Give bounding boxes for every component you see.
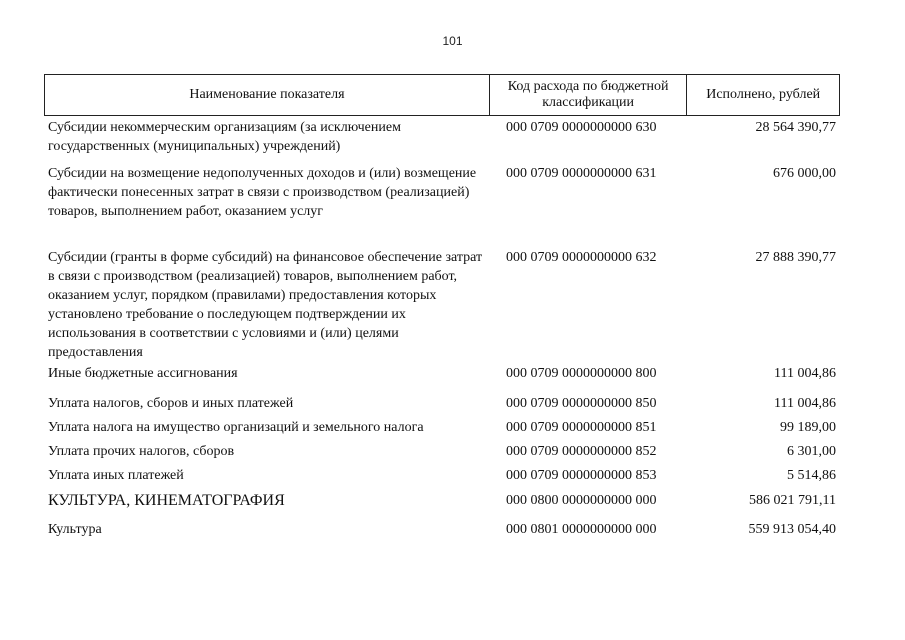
- row-name: Иные бюджетные ассигнования: [48, 366, 238, 381]
- row-name: Культура: [48, 522, 102, 537]
- row-amount: 676 000,00: [773, 166, 836, 181]
- page-number: 101: [442, 34, 463, 48]
- row-name: Уплата иных платежей: [48, 468, 184, 483]
- row-code: 000 0709 0000000000 630: [506, 120, 657, 135]
- row-name: Уплата прочих налогов, сборов: [48, 444, 235, 459]
- row-code: 000 0709 0000000000 632: [506, 250, 657, 265]
- row-amount: 111 004,86: [774, 396, 836, 411]
- row-code: 000 0709 0000000000 631: [506, 166, 657, 181]
- header-executed-column: Исполнено, рублей: [706, 87, 821, 102]
- row-amount: 559 913 054,40: [748, 522, 836, 537]
- row-name: КУЛЬТУРА, КИНЕМАТОГРАФИЯ: [48, 492, 285, 509]
- row-name: Уплата налога на имущество организаций и земельного налога: [48, 420, 424, 435]
- row-code: 000 0800 0000000000 000: [506, 493, 657, 508]
- row-code: 000 0709 0000000000 850: [506, 396, 657, 411]
- row-code: 000 0709 0000000000 800: [506, 366, 657, 381]
- header-name-column: Наименование показателя: [45, 75, 490, 115]
- row-name: Субсидии на возмещение недополученных доходов и (или) возмещение фактически понесенных затрат в связи с производством (реализацией) товаров, выполнением работ, оказанием услуг: [48, 166, 477, 219]
- row-amount: 27 888 390,77: [755, 250, 836, 265]
- row-code: 000 0709 0000000000 853: [506, 468, 657, 483]
- header-code-column: Код расхода по бюджетной классификации: [490, 75, 688, 115]
- row-amount: 6 301,00: [787, 444, 836, 459]
- row-name: Уплата налогов, сборов и иных платежей: [48, 396, 294, 411]
- row-amount: 99 189,00: [780, 420, 836, 435]
- row-amount: 28 564 390,77: [755, 120, 836, 135]
- row-name: Субсидии некоммерческим организациям (за исключением государственных (муниципальных) учреждений): [48, 120, 401, 154]
- row-code: 000 0709 0000000000 852: [506, 444, 657, 459]
- row-amount: 586 021 791,11: [749, 493, 836, 508]
- row-code: 000 0801 0000000000 000: [506, 522, 657, 537]
- row-code: 000 0709 0000000000 851: [506, 420, 657, 435]
- table-header: [44, 74, 840, 116]
- row-name: Субсидии (гранты в форме субсидий) на финансовое обеспечение затрат в связи с производством (реализацией) товаров, выполнением работ, оказанием услуг, порядком (правилами) предоставления которых установлено требование о последующем подтверждении их использования в соответствии с условиями и (или) целями предоставления: [48, 250, 483, 360]
- row-amount: 5 514,86: [787, 468, 836, 483]
- row-amount: 111 004,86: [774, 366, 836, 381]
